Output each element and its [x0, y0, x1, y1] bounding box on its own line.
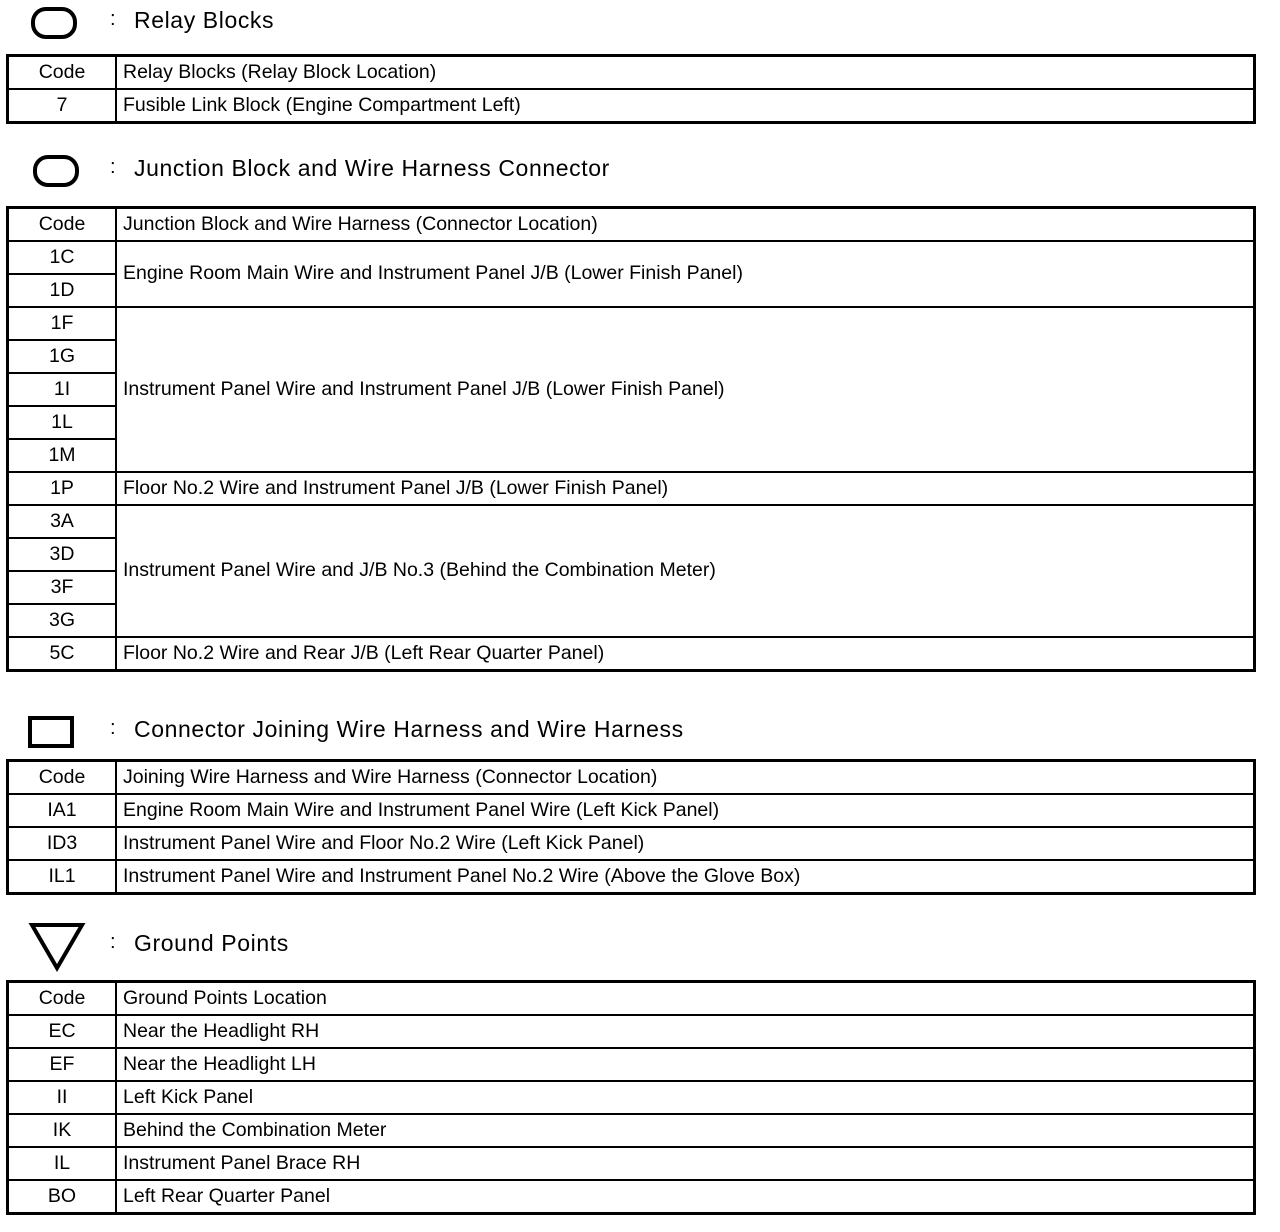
table-row — [8, 1114, 1255, 1147]
code-cell: 7 — [8, 89, 117, 123]
location-cell: Instrument Panel Wire and Floor No.2 Wire (Left Kick Panel) — [116, 827, 1255, 860]
rectangle-icon — [27, 715, 75, 749]
table-header-row — [8, 208, 1255, 242]
code-cell: 1F — [8, 307, 117, 340]
code-cell: IL1 — [8, 860, 117, 894]
table-row — [8, 637, 1255, 671]
location-cell: Fusible Link Block (Engine Compartment Left) — [116, 89, 1255, 123]
location-cell: Instrument Panel Wire and J/B No.3 (Behind the Combination Meter) — [116, 505, 1255, 637]
section-title: Relay Blocks — [134, 7, 275, 33]
location-cell: Instrument Panel Wire and Instrument Panel J/B (Lower Finish Panel) — [116, 307, 1255, 472]
ground-points-header — [0, 920, 1280, 960]
location-column-header: Junction Block and Wire Harness (Connector Location) — [116, 208, 1255, 242]
code-cell: IK — [8, 1114, 117, 1147]
rounded-rect-icon — [30, 6, 78, 40]
section-title: Junction Block and Wire Harness Connector — [134, 155, 610, 181]
code-cell: II — [8, 1081, 117, 1114]
code-cell: 3D — [8, 538, 117, 571]
code-cell: IL — [8, 1147, 117, 1180]
separator-colon: : — [110, 717, 116, 739]
location-cell: Left Kick Panel — [116, 1081, 1255, 1114]
code-cell: EF — [8, 1048, 117, 1081]
code-cell: 1G — [8, 340, 117, 373]
code-cell: 3G — [8, 604, 117, 637]
code-cell: 3F — [8, 571, 117, 604]
table-header-row — [8, 761, 1255, 795]
code-cell: 3A — [8, 505, 117, 538]
code-cell: IA1 — [8, 794, 117, 827]
location-cell: Floor No.2 Wire and Instrument Panel J/B (Lower Finish Panel) — [116, 472, 1255, 505]
location-cell: Engine Room Main Wire and Instrument Panel Wire (Left Kick Panel) — [116, 794, 1255, 827]
section-title: Connector Joining Wire Harness and Wire Harness — [134, 716, 684, 742]
location-cell: Near the Headlight RH — [116, 1015, 1255, 1048]
location-cell: Left Rear Quarter Panel — [116, 1180, 1255, 1214]
code-cell: 1I — [8, 373, 117, 406]
code-cell: EC — [8, 1015, 117, 1048]
location-column-header: Relay Blocks (Relay Block Location) — [116, 56, 1255, 90]
table-row — [8, 505, 1255, 538]
code-cell: 1D — [8, 274, 117, 307]
location-cell: Instrument Panel Brace RH — [116, 1147, 1255, 1180]
code-cell: BO — [8, 1180, 117, 1214]
separator-colon: : — [110, 931, 116, 953]
table-row — [8, 860, 1255, 894]
code-cell: ID3 — [8, 827, 117, 860]
relay-blocks-table — [6, 54, 1256, 124]
table-row — [8, 1048, 1255, 1081]
table-row — [8, 794, 1255, 827]
location-cell: Floor No.2 Wire and Rear J/B (Left Rear Quarter Panel) — [116, 637, 1255, 671]
location-cell: Engine Room Main Wire and Instrument Panel J/B (Lower Finish Panel) — [116, 241, 1255, 307]
table-row — [8, 472, 1255, 505]
location-column-header: Ground Points Location — [116, 982, 1255, 1016]
table-header-row — [8, 982, 1255, 1016]
table-row — [8, 307, 1255, 340]
triangle-down-icon — [28, 920, 86, 972]
location-column-header: Joining Wire Harness and Wire Harness (Connector Location) — [116, 761, 1255, 795]
table-row — [8, 1081, 1255, 1114]
section-title: Ground Points — [134, 930, 289, 956]
relay-blocks-header — [0, 0, 1280, 40]
connector-joining-table — [6, 759, 1256, 895]
table-header-row — [8, 56, 1255, 90]
code-cell: 1C — [8, 241, 117, 274]
code-column-header: Code — [8, 982, 117, 1016]
table-row — [8, 89, 1255, 123]
table-row — [8, 827, 1255, 860]
code-column-header: Code — [8, 761, 117, 795]
code-cell: 1L — [8, 406, 117, 439]
location-cell: Behind the Combination Meter — [116, 1114, 1255, 1147]
ground-points-table — [6, 980, 1256, 1215]
code-column-header: Code — [8, 56, 117, 90]
table-row — [8, 241, 1255, 274]
separator-colon: : — [110, 8, 116, 30]
connector-joining-header — [0, 710, 1280, 750]
table-row — [8, 1147, 1255, 1180]
rounded-rect-icon — [32, 154, 80, 188]
junction-block-table — [6, 206, 1256, 672]
location-cell: Near the Headlight LH — [116, 1048, 1255, 1081]
code-cell: 5C — [8, 637, 117, 671]
code-cell: 1P — [8, 472, 117, 505]
code-cell: 1M — [8, 439, 117, 472]
code-column-header: Code — [8, 208, 117, 242]
table-row — [8, 1180, 1255, 1214]
separator-colon: : — [110, 156, 116, 178]
location-cell: Instrument Panel Wire and Instrument Panel No.2 Wire (Above the Glove Box) — [116, 860, 1255, 894]
table-row — [8, 1015, 1255, 1048]
junction-block-header — [0, 150, 1280, 190]
